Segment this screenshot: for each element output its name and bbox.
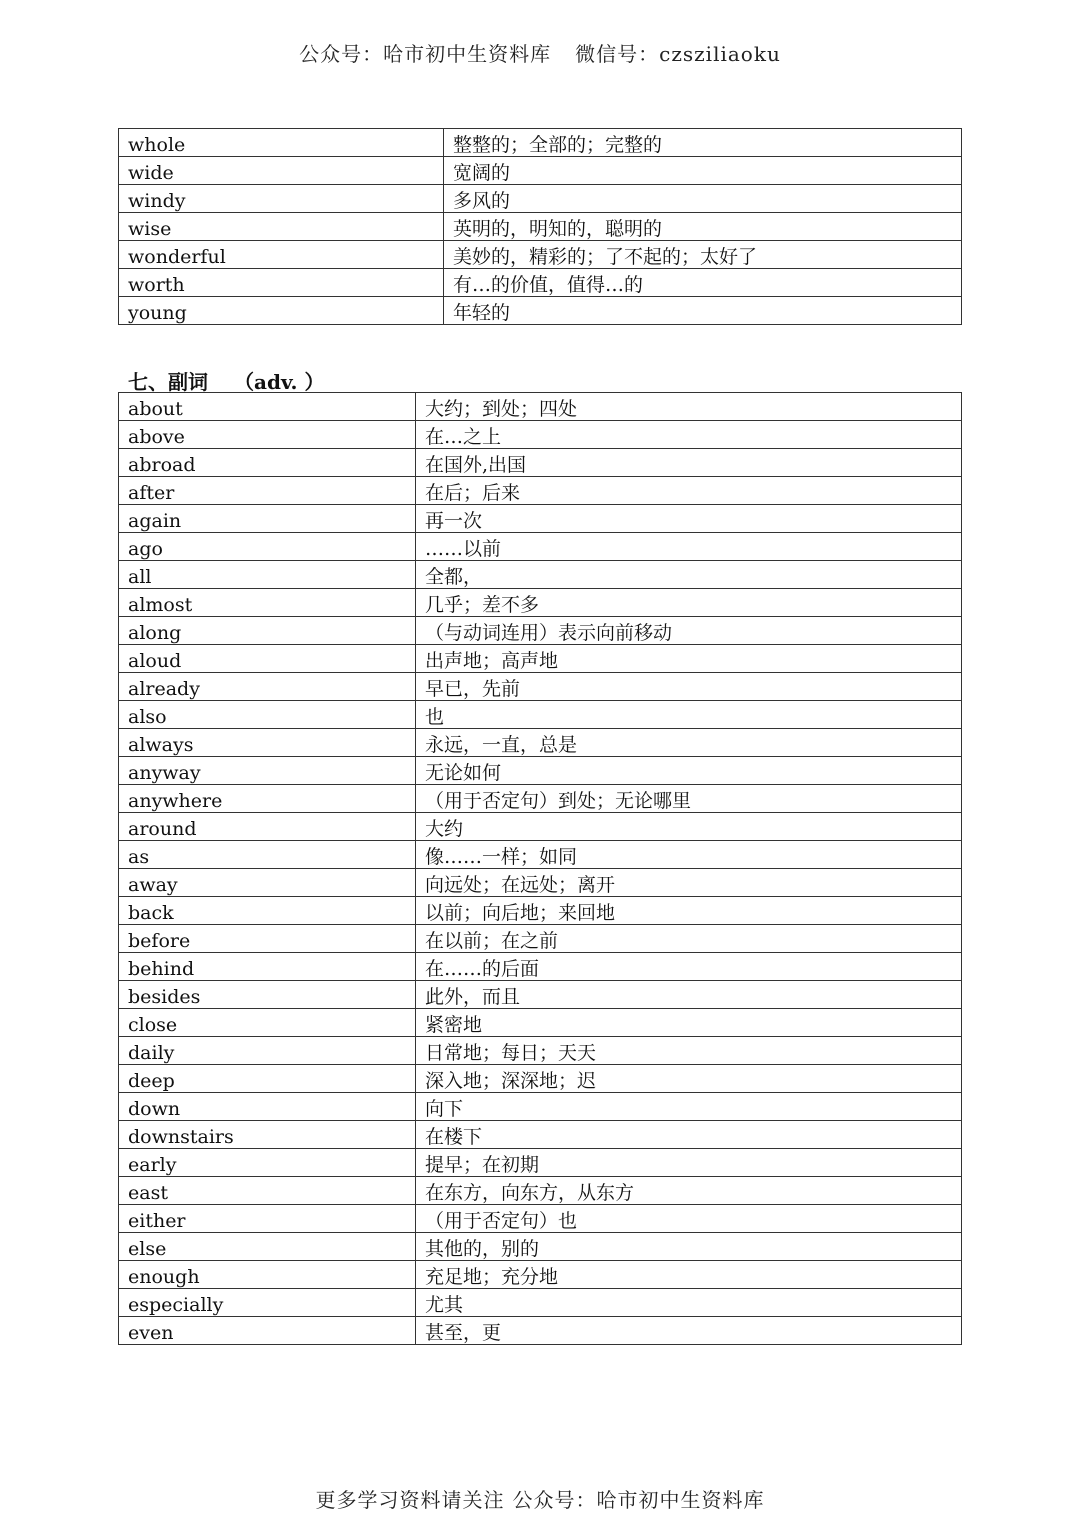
table-row (119, 1177, 962, 1205)
meaning-cell: ……以前 (416, 533, 962, 561)
table-row (119, 1037, 962, 1065)
table-row (119, 1149, 962, 1177)
section-title: 七、副词 (128, 370, 208, 394)
meaning-cell: 早已，先前 (416, 673, 962, 701)
table-row (119, 925, 962, 953)
table-row (119, 449, 962, 477)
word-cell: especially (119, 1289, 416, 1317)
table-row (119, 157, 962, 185)
table-row (119, 1289, 962, 1317)
word-cell: down (119, 1093, 416, 1121)
meaning-cell: 向远处；在远处；离开 (416, 869, 962, 897)
meaning-cell: 全都， (416, 561, 962, 589)
meaning-cell: （与动词连用）表示向前移动 (416, 617, 962, 645)
table-row (119, 1233, 962, 1261)
table-row (119, 129, 962, 157)
word-cell: aloud (119, 645, 416, 673)
meaning-cell: 日常地；每日；天天 (416, 1037, 962, 1065)
meaning-cell: 美妙的，精彩的；了不起的；太好了 (444, 241, 962, 269)
table-row (119, 185, 962, 213)
word-cell: anyway (119, 757, 416, 785)
meaning-cell: 像……一样；如同 (416, 841, 962, 869)
table-row (119, 589, 962, 617)
meaning-cell: 充足地；充分地 (416, 1261, 962, 1289)
meaning-cell: 英明的，明知的，聪明的 (444, 213, 962, 241)
table-row (119, 673, 962, 701)
meaning-cell: 在国外,出国 (416, 449, 962, 477)
table-row (119, 393, 962, 421)
table-row (119, 813, 962, 841)
meaning-cell: 多风的 (444, 185, 962, 213)
word-cell: enough (119, 1261, 416, 1289)
meaning-cell: 在东方，向东方，从东方 (416, 1177, 962, 1205)
word-cell: before (119, 925, 416, 953)
table-row (119, 645, 962, 673)
table-row (119, 213, 962, 241)
meaning-cell: 几乎；差不多 (416, 589, 962, 617)
table-row (119, 1205, 962, 1233)
meaning-cell: 在以前；在之前 (416, 925, 962, 953)
word-cell: always (119, 729, 416, 757)
table-row (119, 981, 962, 1009)
meaning-cell: 也 (416, 701, 962, 729)
table-row (119, 477, 962, 505)
table-row (119, 1121, 962, 1149)
table-row (119, 757, 962, 785)
table-row (119, 953, 962, 981)
word-cell: worth (119, 269, 444, 297)
table-row (119, 1093, 962, 1121)
word-cell: anywhere (119, 785, 416, 813)
table-row (119, 297, 962, 325)
table-row (119, 869, 962, 897)
meaning-cell: 在……的后面 (416, 953, 962, 981)
table-row (119, 617, 962, 645)
adverb-vocab-table (118, 392, 962, 1345)
meaning-cell: 出声地；高声地 (416, 645, 962, 673)
page-footer (0, 1484, 1080, 1513)
word-cell: all (119, 561, 416, 589)
word-cell: also (119, 701, 416, 729)
table-row (119, 533, 962, 561)
header-wechat-id: 微信号：czsziliaoku (575, 42, 781, 66)
word-cell: along (119, 617, 416, 645)
meaning-cell: 再一次 (416, 505, 962, 533)
word-cell: around (119, 813, 416, 841)
meaning-cell: 大约；到处；四处 (416, 393, 962, 421)
word-cell: almost (119, 589, 416, 617)
table-row (119, 1261, 962, 1289)
table-row (119, 241, 962, 269)
word-cell: deep (119, 1065, 416, 1093)
word-cell: abroad (119, 449, 416, 477)
word-cell: wonderful (119, 241, 444, 269)
word-cell: daily (119, 1037, 416, 1065)
word-cell: again (119, 505, 416, 533)
word-cell: away (119, 869, 416, 897)
word-cell: windy (119, 185, 444, 213)
table-row (119, 561, 962, 589)
word-cell: young (119, 297, 444, 325)
meaning-cell: 紧密地 (416, 1009, 962, 1037)
table-row (119, 841, 962, 869)
word-cell: ago (119, 533, 416, 561)
meaning-cell: 在后；后来 (416, 477, 962, 505)
word-cell: as (119, 841, 416, 869)
meaning-cell: 整整的；全部的；完整的 (444, 129, 962, 157)
table-row (119, 897, 962, 925)
table-row (119, 1317, 962, 1345)
table-row (119, 785, 962, 813)
word-cell: downstairs (119, 1121, 416, 1149)
table-row (119, 269, 962, 297)
meaning-cell: 年轻的 (444, 297, 962, 325)
meaning-cell: 向下 (416, 1093, 962, 1121)
meaning-cell: （用于否定句）也 (416, 1205, 962, 1233)
header-public-account: 公众号：哈市初中生资料库 (299, 42, 552, 66)
word-cell: early (119, 1149, 416, 1177)
table-row (119, 505, 962, 533)
word-cell: close (119, 1009, 416, 1037)
adverb-vocab-body (119, 393, 962, 1345)
meaning-cell: 大约 (416, 813, 962, 841)
meaning-cell: 其他的，别的 (416, 1233, 962, 1261)
meaning-cell: 尤其 (416, 1289, 962, 1317)
word-cell: east (119, 1177, 416, 1205)
word-cell: either (119, 1205, 416, 1233)
page-header (0, 38, 1080, 67)
table-row (119, 701, 962, 729)
word-cell: wide (119, 157, 444, 185)
table-row (119, 421, 962, 449)
table-row (119, 1065, 962, 1093)
meaning-cell: 提早；在初期 (416, 1149, 962, 1177)
word-cell: besides (119, 981, 416, 1009)
meaning-cell: （用于否定句）到处；无论哪里 (416, 785, 962, 813)
word-cell: above (119, 421, 416, 449)
word-cell: already (119, 673, 416, 701)
meaning-cell: 此外，而且 (416, 981, 962, 1009)
meaning-cell: 在楼下 (416, 1121, 962, 1149)
meaning-cell: 宽阔的 (444, 157, 962, 185)
table-row (119, 729, 962, 757)
footer-public-account: 公众号：哈市初中生资料库 (512, 1488, 765, 1512)
word-cell: about (119, 393, 416, 421)
section-pos: （adv. ） (234, 370, 325, 394)
adjective-vocab-body (119, 129, 962, 325)
word-cell: else (119, 1233, 416, 1261)
meaning-cell: 深入地；深深地；迟 (416, 1065, 962, 1093)
adjective-vocab-table (118, 128, 962, 325)
word-cell: after (119, 477, 416, 505)
meaning-cell: 以前；向后地；来回地 (416, 897, 962, 925)
footer-follow-text: 更多学习资料请关注 (315, 1488, 505, 1512)
word-cell: back (119, 897, 416, 925)
word-cell: wise (119, 213, 444, 241)
meaning-cell: 有…的价值，值得…的 (444, 269, 962, 297)
meaning-cell: 甚至，更 (416, 1317, 962, 1345)
meaning-cell: 在…之上 (416, 421, 962, 449)
word-cell: behind (119, 953, 416, 981)
meaning-cell: 永远，一直，总是 (416, 729, 962, 757)
word-cell: whole (119, 129, 444, 157)
word-cell: even (119, 1317, 416, 1345)
section-heading-adverbs (128, 366, 324, 395)
table-row (119, 1009, 962, 1037)
meaning-cell: 无论如何 (416, 757, 962, 785)
